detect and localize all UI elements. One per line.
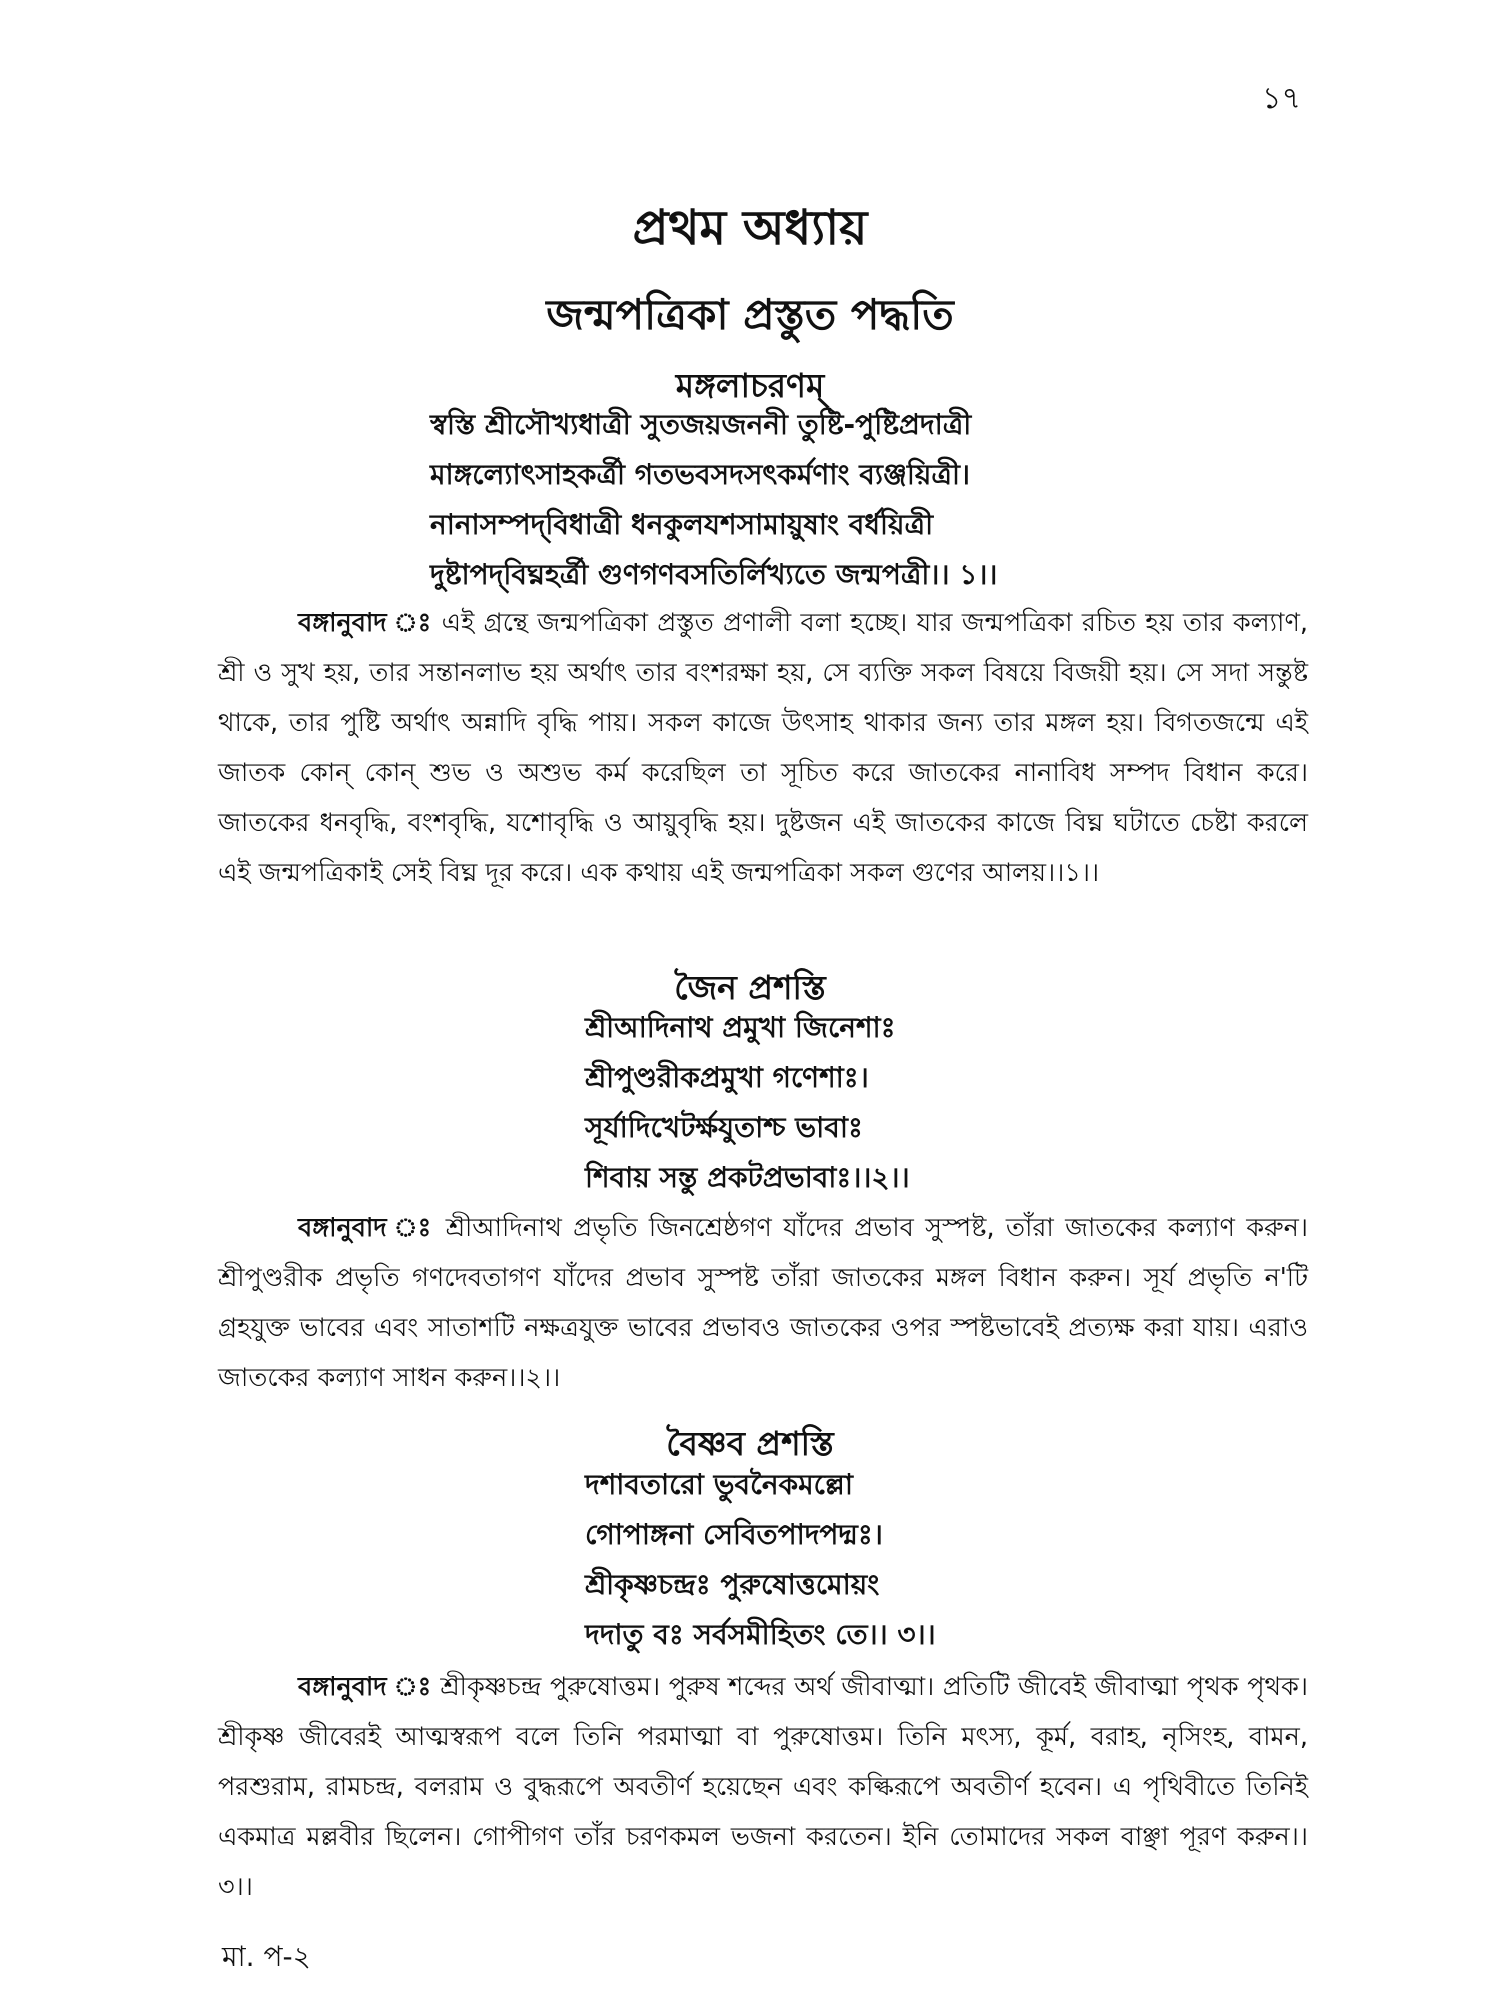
verse-line: স্বস্তি শ্রীসৌখ্যধাত্রী সুতজয়জননী তুষ্টি-পুষ্টিপ্রদাত্রী [430, 408, 972, 441]
heading-mangalacharan: মঙ্গলাচরণম্ [675, 366, 825, 405]
translation-vaishnav [218, 1662, 1308, 1912]
verse-vaishnav [585, 1460, 936, 1660]
translation-jain [218, 1203, 1308, 1403]
verse-line: গোপাঙ্গনা সেবিতপাদপদ্মঃ। [585, 1518, 883, 1551]
page-number: ১৭ [1262, 81, 1301, 116]
translation-label: বঙ্গানুবাদ ঃ [298, 1672, 432, 1702]
verse-line: দুষ্টাপদ্‌বিঘ্নহর্ত্রী গুণগণবসতির্লিখ্যতে জন্মপত্রী।। ১।। [430, 558, 998, 591]
heading-jain: জৈন প্রশস্তি [674, 968, 826, 1007]
verse-line: শিবায় সন্তু প্রকটপ্রভাবাঃ।।২।। [585, 1161, 910, 1194]
translation-label: বঙ্গানুবাদ ঃ [298, 1213, 435, 1243]
verse-jain [585, 1003, 910, 1203]
translation-text: শ্রীআদিনাথ প্রভৃতি জিনশ্রেষ্ঠগণ যাঁদের প্রভাব সুস্পষ্ট, তাঁরা জাতকের কল্যাণ করুন। শ্রীপুণ্ডরীক প্রভৃতি গণদেবতাগণ যাঁদের প্রভাব সুস্পষ্ট তাঁরা জাতকের মঙ্গল বিধান করুন। সূর্য প্রভৃতি ন'টি গ্রহযুক্ত ভাবের এবং সাতাশটি নক্ষত্রযুক্ত ভাবের প্রভাবও জাতকের ওপর স্পষ্টভাবেই প্রত্যক্ষ করা যায়। এরাও জাতকের কল্যাণ সাধন করুন।।২।। [218, 1213, 1308, 1393]
translation-text: এই গ্রন্থে জন্মপত্রিকা প্রস্তুত প্রণালী বলা হচ্ছে। যার জন্মপত্রিকা রচিত হয় তার কল্যাণ, শ্রী ও সুখ হয়, তার সন্তানলাভ হয় অর্থাৎ তার বংশরক্ষা হয়, সে ব্যক্তি সকল বিষয়ে বিজয়ী হয়। সে সদা সন্তুষ্ট থাকে, তার পুষ্টি অর্থাৎ অন্নাদি বৃদ্ধি পায়। সকল কাজে উৎসাহ থাকার জন্য তার মঙ্গল হয়। বিগতজন্মে এই জাতক কোন্ কোন্ শুভ ও অশুভ কর্ম করেছিল তা সূচিত করে জাতকের নানাবিধ সম্পদ বিধান করে। জাতকের ধনবৃদ্ধি, বংশবৃদ্ধি, যশোবৃদ্ধি ও আয়ুবৃদ্ধি হয়। দুষ্টজন এই জাতকের কাজে বিঘ্ন ঘটাতে চেষ্টা করলে এই জন্মপত্রিকাই সেই বিঘ্ন দূর করে। এক কথায় এই জন্মপত্রিকা সকল গুণের আলয়।।১।। [218, 608, 1308, 888]
verse-line: দদাতু বঃ সর্বসমীহিতং তে।। ৩।। [585, 1618, 936, 1651]
verse-line: মাঙ্গল্যোৎসাহকর্ত্রী গতভবসদসৎকর্মণাং ব্যঞ্জয়িত্রী। [430, 458, 970, 491]
section-title: জন্মপত্রিকা প্রস্তুত পদ্ধতি [546, 290, 954, 339]
footer-signature-mark: মা. প-২ [222, 1940, 311, 1973]
verse-line: নানাসম্পদ্‌বিধাত্রী ধনকুলযশসামায়ুষাং বর্ধয়িত্রী [430, 508, 934, 541]
heading-vaishnav: বৈষ্ণব প্রশস্তি [666, 1424, 834, 1463]
verse-line: শ্রীআদিনাথ প্রমুখা জিনেশাঃ [585, 1011, 896, 1044]
translation-label: বঙ্গানুবাদ ঃ [298, 608, 433, 638]
verse-line: সূর্যাদিখেটর্ক্ষযুতাশ্চ ভাবাঃ [585, 1111, 863, 1144]
chapter-title: প্রথম অধ্যায় [632, 200, 868, 256]
verse-mangalacharan [430, 400, 997, 600]
verse-line: শ্রীপুণ্ডরীকপ্রমুখা গণেশাঃ। [585, 1061, 869, 1094]
translation-text: শ্রীকৃষ্ণচন্দ্র পুরুষোত্তম। পুরুষ শব্দের অর্থ জীবাত্মা। প্রতিটি জীবেই জীবাত্মা পৃথক পৃথক। শ্রীকৃষ্ণ জীবেরই আত্মস্বরূপ বলে তিনি পরমাত্মা বা পুরুষোত্তম। তিনি মৎস্য, কূর্ম, বরাহ, নৃসিংহ, বামন, পরশুরাম, রামচন্দ্র, বলরাম ও বুদ্ধরূপে অবতীর্ণ হয়েছেন এবং কল্কিরূপে অবতীর্ণ হবেন। এ পৃথিবীতে তিনিই একমাত্র মল্লবীর ছিলেন। গোপীগণ তাঁর চরণকমল ভজনা করতেন। ইনি তোমাদের সকল বাঞ্ছা পূরণ করুন।। ৩।। [218, 1672, 1308, 1902]
verse-line: দশাবতারো ভুবনৈকমল্লো [585, 1468, 853, 1501]
verse-line: শ্রীকৃষ্ণচন্দ্রঃ পুরুষোত্তমোয়ং [585, 1568, 880, 1601]
translation-mangalacharan [218, 598, 1308, 898]
